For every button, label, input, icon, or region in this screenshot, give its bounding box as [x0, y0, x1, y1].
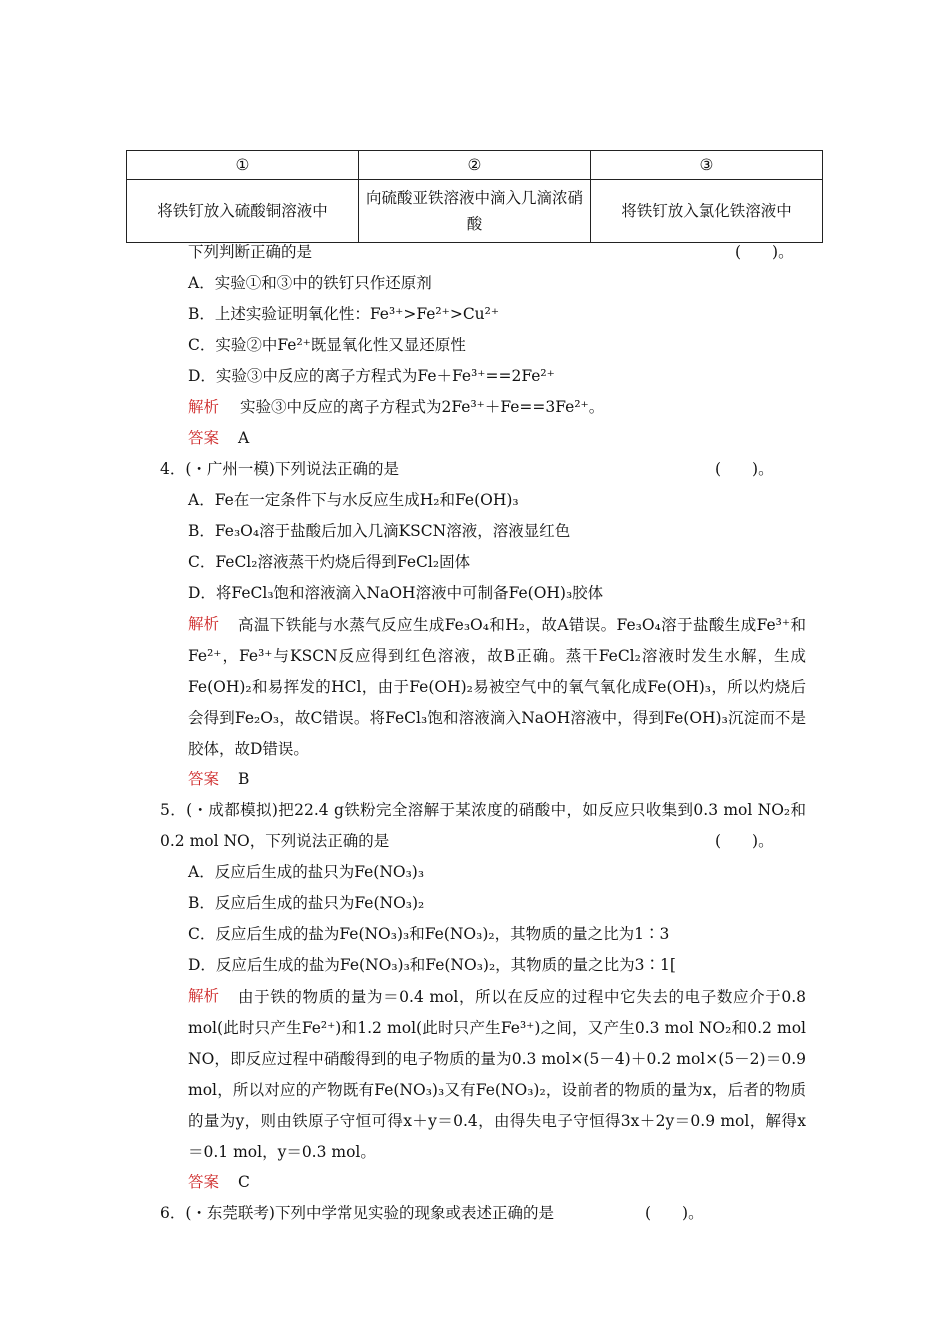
- q4-option-c: C．FeCl₂溶液蒸干灼烧后得到FeCl₂固体: [188, 553, 471, 571]
- q3-answer-label: 答案: [188, 429, 220, 447]
- q5-analysis-label: 解析: [188, 987, 220, 1005]
- q5-analysis-text: 由于铁的物质的量为＝0.4 mol，所以在反应的过程中它失去的电子数应介于0.8 mol(此时只产生Fe²⁺)和1.2 mol(此时只产生Fe³⁺)之间，又产生0.3 mol NO₂和0.2 mol NO，即反应过程中硝酸得到的电子物质的量为0.3 mol×(5－4)＋0.2 mol×(5－2)＝0.9 mol，所以对应的产物既有Fe(NO₃)₃又有Fe(NO₃)₂，设前者的物质的量为x，后者的物质的量为y，则由铁原子守恒可得x＋y＝0.4，由得失电子守恒得3x＋2y＝0.9 mol，解得x＝0.1 mol，y＝0.3 mol。: [188, 988, 806, 1161]
- q4-analysis-label: 解析: [188, 615, 220, 633]
- q5-stem: 5．(・成都模拟)把22.4 g铁粉完全溶解于某浓度的硝酸中，如反应只收集到0.3 mol NO₂和0.2 mol NO，下列说法正确的是: [160, 801, 806, 850]
- q4-option-a: A．Fe在一定条件下与水反应生成H₂和Fe(OH)₃: [188, 491, 519, 509]
- q3-answer-value: A: [238, 429, 250, 447]
- q5-answer-label: 答案: [188, 1173, 220, 1191]
- q6-answer-bracket: ( )。: [645, 1204, 704, 1222]
- table-header-1: ①: [127, 151, 359, 180]
- q5-option-c: C．反应后生成的盐为Fe(NO₃)₃和Fe(NO₃)₂，其物质的量之比为1∶3: [188, 925, 670, 943]
- q4-stem: 4．(・广州一模)下列说法正确的是: [160, 460, 399, 478]
- q3-analysis-text: 实验③中反应的离子方程式为2Fe³⁺＋Fe==3Fe²⁺。: [240, 398, 605, 416]
- table-header-2: ②: [359, 151, 591, 180]
- q5-answer-value: C: [238, 1173, 250, 1191]
- q3-option-c: C．实验②中Fe²⁺既显氧化性又显还原性: [188, 336, 466, 354]
- q5-option-d: D．反应后生成的盐为Fe(NO₃)₃和Fe(NO₃)₂，其物质的量之比为3∶1[: [188, 956, 676, 974]
- q4-answer-bracket: ( )。: [715, 460, 774, 478]
- q3-option-d: D．实验③中反应的离子方程式为Fe＋Fe³⁺==2Fe²⁺: [188, 367, 555, 385]
- q3-stem: 下列判断正确的是: [188, 243, 313, 261]
- table-cell-2: 向硫酸亚铁溶液中滴入几滴浓硝酸: [359, 180, 591, 243]
- q4-answer-label: 答案: [188, 770, 220, 788]
- table-header-3: ③: [591, 151, 823, 180]
- q3-option-a: A．实验①和③中的铁钉只作还原剂: [188, 274, 432, 292]
- table-cell-1: 将铁钉放入硫酸铜溶液中: [127, 180, 359, 243]
- table-cell-3: 将铁钉放入氯化铁溶液中: [591, 180, 823, 243]
- q3-option-b: B．上述实验证明氧化性：Fe³⁺>Fe²⁺>Cu²⁺: [188, 305, 500, 323]
- experiment-table: [126, 150, 823, 243]
- q4-option-b: B．Fe₃O₄溶于盐酸后加入几滴KSCN溶液，溶液显红色: [188, 522, 571, 540]
- q4-answer-value: B: [238, 770, 250, 788]
- q3-analysis-label: 解析: [188, 398, 220, 416]
- q5-answer-bracket: ( )。: [715, 832, 774, 850]
- q3-answer-bracket: ( )。: [735, 243, 794, 261]
- q4-analysis-text: 高温下铁能与水蒸气反应生成Fe₃O₄和H₂，故A错误。Fe₃O₄溶于盐酸生成Fe³⁺和Fe²⁺，Fe³⁺与KSCN反应得到红色溶液，故B正确。蒸干FeCl₂溶液时发生水解，生成Fe(OH)₂和易挥发的HCl，由于Fe(OH)₂易被空气中的氧气氧化成Fe(OH)₃，所以灼烧后会得到Fe₂O₃，故C错误。将FeCl₃饱和溶液滴入NaOH溶液中，得到Fe(OH)₃沉淀而不是胶体，故D错误。: [188, 616, 806, 758]
- q4-option-d: D．将FeCl₃饱和溶液滴入NaOH溶液中可制备Fe(OH)₃胶体: [188, 584, 604, 602]
- q5-option-b: B．反应后生成的盐只为Fe(NO₃)₂: [188, 894, 425, 912]
- q5-option-a: A．反应后生成的盐只为Fe(NO₃)₃: [188, 863, 425, 881]
- q6-stem: 6．(・东莞联考)下列中学常见实验的现象或表述正确的是: [160, 1204, 554, 1222]
